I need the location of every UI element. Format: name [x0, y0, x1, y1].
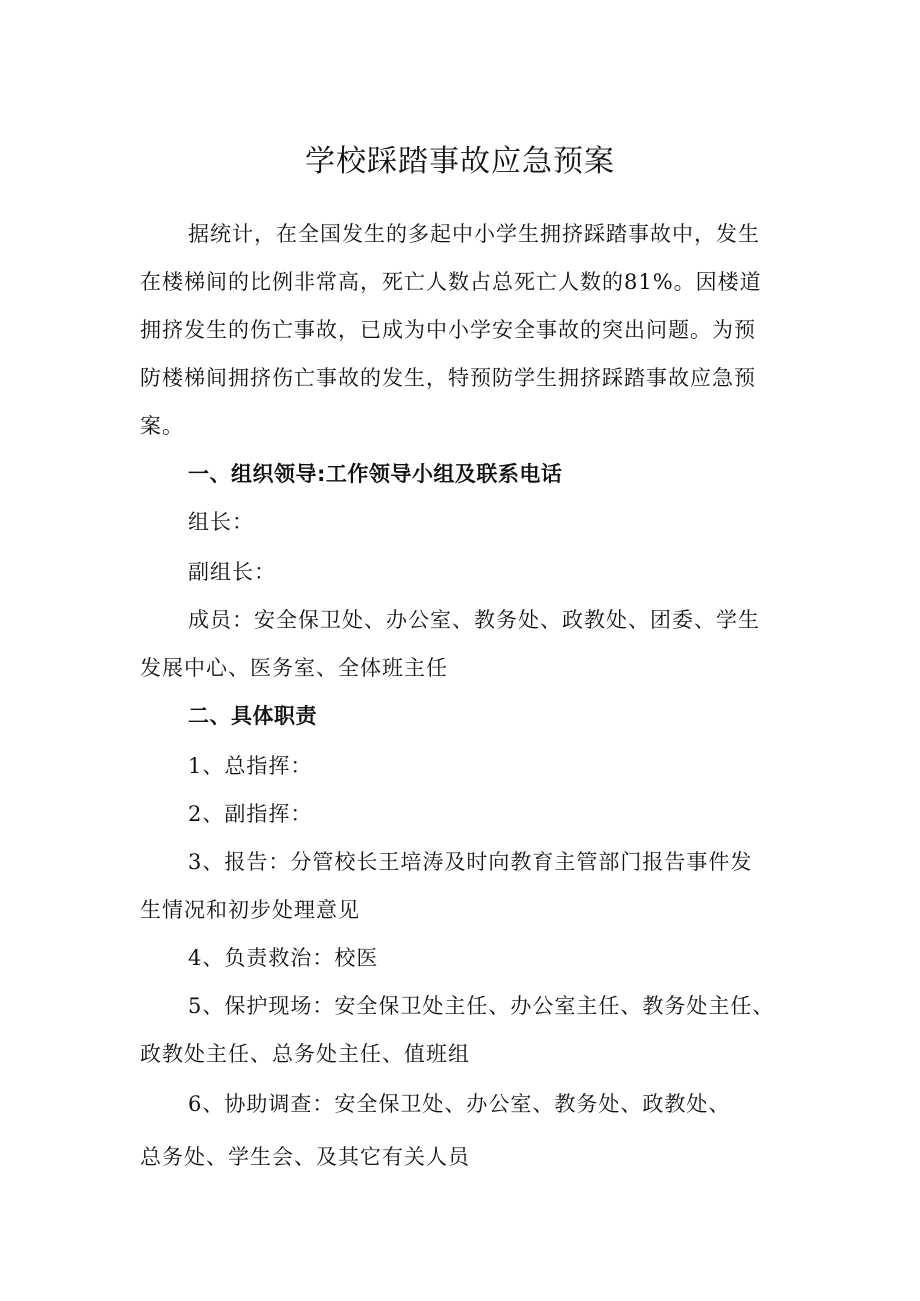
duty-item-continued: 总务处、学生会、及其它有关人员 — [140, 1145, 470, 1169]
duty-item: 1、总指挥： — [188, 754, 313, 778]
duty-item: 6、协助调查：安全保卫处、办公室、教务处、政教处、 — [188, 1092, 731, 1116]
leader-line: 组长： — [188, 510, 254, 534]
duty-item-continued: 政教处主任、总务处主任、值班组 — [140, 1042, 470, 1066]
duty-item-continued: 生情况和初步处理意见 — [140, 898, 360, 922]
intro-line: 案。 — [140, 414, 184, 438]
section-heading: 二、具体职责 — [188, 704, 317, 728]
members-line: 发展中心、医务室、全体班主任 — [140, 656, 448, 680]
deputy-line: 副组长： — [188, 560, 276, 584]
duty-item: 4、负责救治：校医 — [188, 946, 379, 970]
duty-item: 3、报告：分管校长王培涛及时向教育主管部门报告事件发 — [188, 850, 753, 874]
intro-line: 在楼梯间的比例非常高，死亡人数占总死亡人数的81%。因楼道 — [140, 270, 762, 294]
members-line: 成员：安全保卫处、办公室、教务处、政教处、团委、学生 — [188, 608, 760, 632]
duty-item: 2、副指挥： — [188, 802, 313, 826]
intro-line: 据统计，在全国发生的多起中小学生拥挤踩踏事故中，发生 — [188, 222, 760, 246]
document-title: 学校踩踏事故应急预案 — [305, 144, 615, 179]
section-heading: 一、组织领导:工作领导小组及联系电话 — [188, 462, 563, 486]
duty-item: 5、保护现场：安全保卫处主任、办公室主任、教务处主任、 — [188, 994, 775, 1018]
intro-line: 拥挤发生的伤亡事故，已成为中小学安全事故的突出问题。为预 — [140, 318, 756, 342]
intro-line: 防楼梯间拥挤伤亡事故的发生，特预防学生拥挤踩踏事故应急预 — [140, 366, 756, 390]
